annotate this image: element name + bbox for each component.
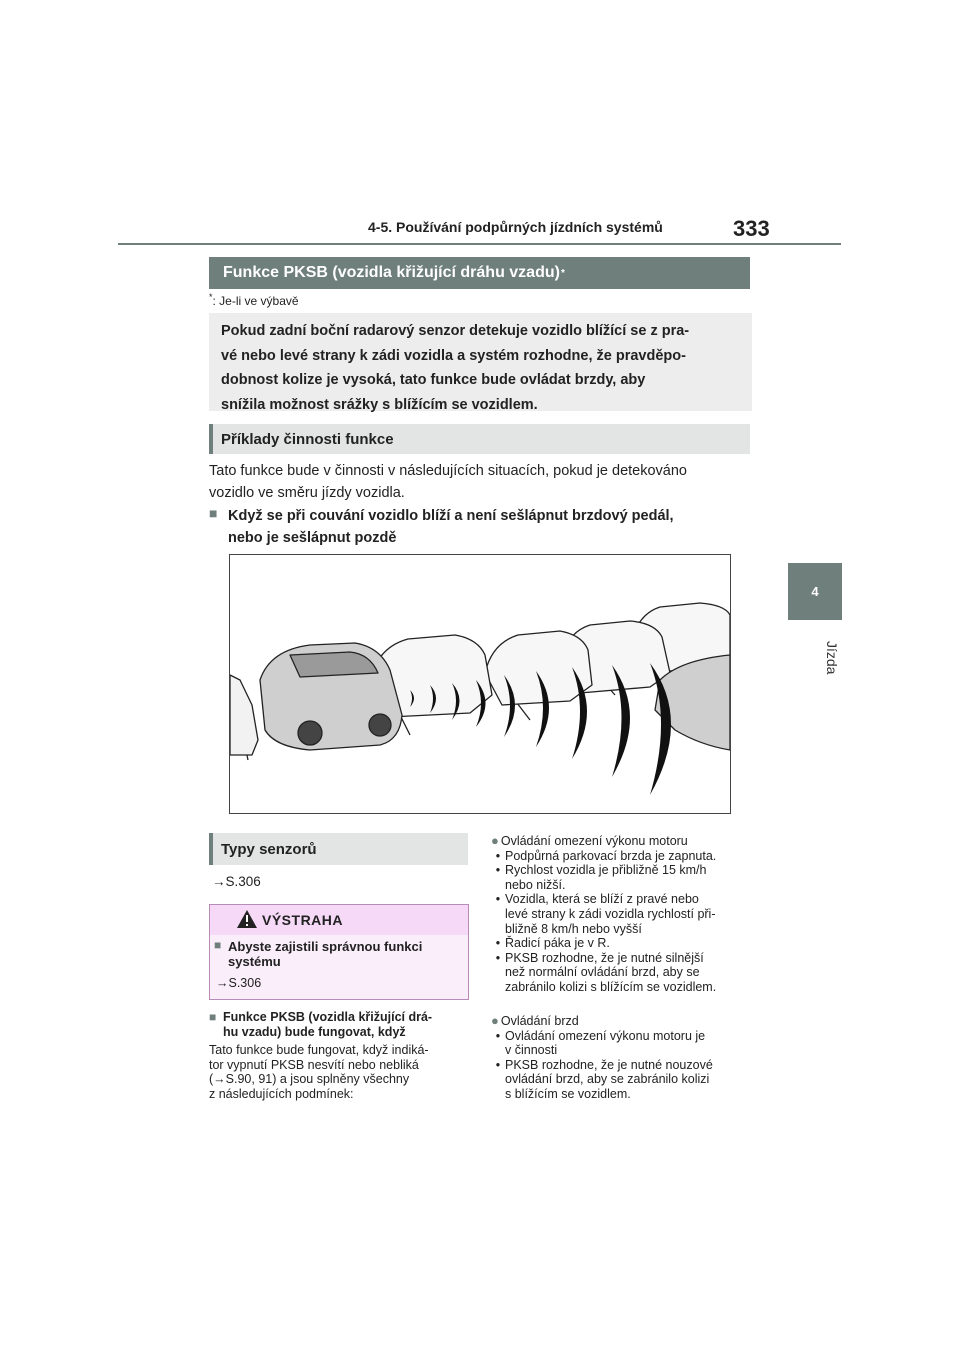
group-title-row (491, 834, 761, 849)
warning-title: VÝSTRAHA (262, 912, 344, 928)
bullet-icon: • (495, 936, 501, 951)
footnote (209, 292, 299, 308)
intro-line: dobnost kolize je vysoká, tato funkce bude ovládat brzdy, aby (221, 372, 646, 388)
warning-heading-line: Abyste zajistili správnou funkci (228, 939, 423, 954)
page-number: 333 (733, 216, 770, 241)
list-item-text: Rychlost vozidla je přibližně 15 km/h nebo nižší. (505, 863, 707, 892)
list-item-text: Řadicí páka je v R. (505, 936, 610, 951)
square-bullet-icon: ■ (209, 1010, 217, 1024)
examples-paragraph (209, 460, 754, 504)
conditions-heading-line: hu vzadu) bude fungovat, když (223, 1025, 406, 1039)
intro-line: vé nebo levé strany k zádi vozidla a systém rozhodne, že pravděpo- (221, 347, 686, 364)
warning-triangle-icon (236, 909, 258, 929)
warning-heading-line: systému (228, 954, 281, 969)
square-bullet-icon: ■ (214, 938, 222, 952)
parked-car (485, 631, 592, 705)
group-title: Ovládání brzd (500, 1014, 579, 1028)
list-item (491, 1058, 761, 1102)
parking-scene-drawing (230, 555, 730, 813)
warning-heading (228, 939, 460, 969)
list-item (491, 849, 761, 864)
sensor-types-ref-link[interactable]: →S.306 (212, 874, 261, 889)
footnote-text: : Je-li ve výbavě (212, 294, 299, 308)
examples-paragraph-line: vozidlo ve směru jízdy vozidla. (209, 485, 405, 501)
chapter-tab-number: 4 (788, 563, 842, 620)
chapter-tab-label: Jízda (824, 641, 840, 675)
circle-bullet-icon: ● (491, 1013, 499, 1028)
list-item-text: Ovládání omezení výkonu motoru je v činnosti (505, 1028, 706, 1058)
bullet-icon: • (495, 950, 501, 965)
wheel (369, 714, 391, 736)
list-item (491, 951, 761, 995)
bullet-icon: • (495, 863, 501, 878)
list-item-text: PKSB rozhodne, že je nutné silnější než normální ovládání brzd, aby se zabránilo kolizi s blížícím se vozidlem. (505, 950, 717, 994)
wheel (298, 721, 322, 745)
main-title-bar (209, 257, 750, 289)
bullet-icon: • (495, 848, 501, 863)
header-rule (118, 243, 841, 245)
intro-line: Pokud zadní boční radarový senzor detekuje vozidlo blížící se z pra- (221, 323, 690, 339)
warning-ref-link[interactable]: →S.306 (216, 976, 262, 990)
brake-group (491, 1014, 761, 1102)
list-item-text: PKSB rozhodne, že je nutné nouzové ovládání brzd, aby se zabránilo kolizi s blížícím se vozidlem. (505, 1057, 713, 1101)
examples-heading: Příklady činnosti funkce (209, 424, 750, 454)
examples-paragraph-line: Tato funkce bude v činnosti v následujících situacích, pokud je detekováno (209, 463, 687, 479)
main-title: Funkce PKSB (vozidla křižující dráhu vzadu) (223, 264, 560, 281)
list-item (491, 863, 761, 892)
list-item (491, 892, 761, 936)
title-footnote-marker: * (560, 267, 565, 279)
group-title-row (491, 1014, 761, 1029)
bullet-icon: • (495, 1057, 501, 1072)
sensor-types-heading: Typy senzorů (209, 833, 468, 865)
case-heading (209, 505, 754, 549)
case-heading-line: Když se při couvání vozidlo blíží a není sešlápnut brzdový pedál, (228, 508, 674, 524)
section-header: 4-5. Používání podpůrných jízdních systémů (368, 219, 663, 235)
square-bullet-icon: ■ (209, 505, 218, 521)
intro-box (209, 313, 752, 411)
bullet-icon: • (495, 892, 501, 907)
list-item (491, 1029, 761, 1058)
circle-bullet-icon: ● (491, 833, 499, 848)
intro-line: snížila možnost srážky s blížícím se vozidlem. (221, 396, 538, 413)
case-heading-line: nebo je sešlápnut pozdě (228, 530, 397, 546)
footnote-marker: * (209, 292, 213, 302)
parking-illustration (229, 554, 731, 814)
conditions-heading (223, 1010, 468, 1040)
engine-limit-group (491, 834, 761, 995)
list-item (491, 936, 761, 951)
list-item-text: Vozidla, která se blíží z pravé nebo levé strany k zádi vozidla rychlostí při- bližně 8 km/h nebo vyšší (505, 892, 716, 936)
group-title: Ovládání omezení výkonu motoru (500, 834, 688, 848)
left-edge-car (230, 675, 258, 755)
bullet-icon: • (495, 1028, 501, 1043)
conditions-paragraph: Tato funkce bude fungovat, když indiká- tor vypnutí PKSB nesvítí nebo nebliká (→S.90, 91) a jsou splněny všechny z následujících podmínek: (209, 1043, 429, 1101)
conditions-heading-line: Funkce PKSB (vozidla křižující drá- (223, 1010, 433, 1024)
list-item-text: Podpůrná parkovací brzda je zapnuta. (505, 848, 717, 863)
